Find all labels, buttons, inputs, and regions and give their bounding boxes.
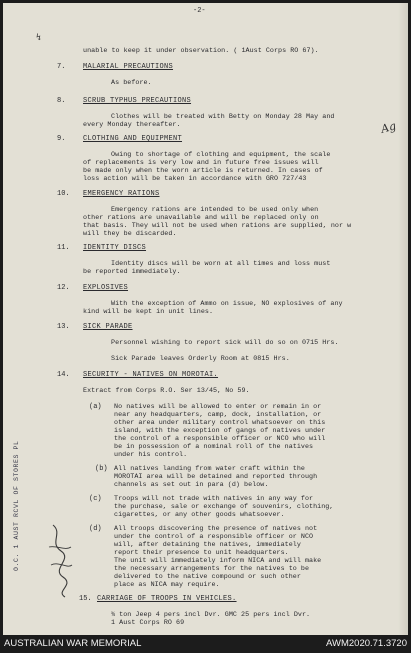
section-heading: MALARIAL PRECAUTIONS [83, 63, 174, 71]
sub-item-text: delivered to the native compound or such other [114, 573, 301, 581]
section-text: be made only when the worn article is returned. In cases of [83, 167, 323, 175]
sub-item-text: Troops will not trade with natives in any way for [114, 495, 314, 503]
sub-item-text: be in possession of a nominal roll of the natives [114, 443, 314, 451]
section-text: Clothes will be treated with Betty on Monday 28 May and [111, 113, 335, 121]
sub-item-text: other area under military control whatsoever on this [114, 419, 326, 427]
sub-item-text: near any headquarters, camp, dock, installation, or [114, 411, 322, 419]
sub-item-label: (a) [89, 403, 102, 411]
section-heading: SECURITY - NATIVES ON MOROTAI. [83, 371, 219, 379]
section-text: Emergency rations are intended to be used only when [111, 206, 319, 214]
section-text: every Monday thereafter. [83, 121, 181, 129]
section-number: 10. [57, 190, 70, 198]
section-number: 11. [57, 244, 70, 252]
section-number: 8. [57, 97, 66, 105]
sub-item-label: (d) [89, 525, 102, 533]
sub-item-label: (c) [89, 495, 102, 503]
sub-item-text: cigarettes, or any other goods whatsoever. [114, 511, 285, 519]
section-text: of replacements is very low and in future free issues will [83, 159, 319, 167]
sub-item-text: All natives landing from water craft within the [114, 465, 305, 473]
section-number: 14. [57, 371, 70, 379]
section-text: Extract from Corps R.O. Ser 13/45, No 59. [83, 387, 250, 395]
section-number: 12. [57, 284, 70, 292]
section-text: loss action will be taken in accordance with GRO 727/43 [83, 175, 307, 183]
sub-item-text: place as NICA may require. [114, 581, 220, 589]
section-number: 9. [57, 135, 66, 143]
sub-item-text: All troops discovering the presence of natives not [114, 525, 318, 533]
section-text: be reported immediately. [83, 268, 181, 276]
section-text: that basis. They will not be used when rations are supplied, nor w [83, 222, 352, 230]
section-text: Owing to shortage of clothing and equipment, the scale [111, 151, 331, 159]
sub-item-text: No natives will be allowed to enter or remain in or [114, 403, 322, 411]
margin-stamp: O.C. 1 AUST RCVL OF STORES PL [13, 440, 20, 571]
document-page [3, 3, 408, 635]
section-text: 1 Aust Corps RO 69 [111, 619, 185, 627]
section-heading: EXPLOSIVES [83, 284, 129, 292]
sub-item-text: report their presence to unit headquarters. [114, 549, 289, 557]
handwritten-initials: Ag [379, 119, 398, 136]
section-number: 15. [79, 595, 92, 603]
footer-credit: AUSTRALIAN WAR MEMORIAL [4, 638, 142, 649]
section-heading: CLOTHING AND EQUIPMENT [83, 135, 183, 143]
section-text: Personnel wishing to report sick will do so on 0715 Hrs. [111, 339, 339, 347]
page-number: -2- [193, 7, 206, 15]
section-text: will they be discarded. [83, 230, 177, 238]
section-heading: SCRUB TYPHUS PRECAUTIONS [83, 97, 192, 105]
sub-item-text: The unit will immediately inform NICA and will make [114, 557, 322, 565]
footer-bar [0, 635, 411, 653]
section-text: With the exception of Ammo on issue, NO explosives of any [111, 300, 343, 308]
section-heading: EMERGENCY RATIONS [83, 190, 160, 198]
sub-item-text: will, after detaining the natives, immediately [114, 541, 301, 549]
section-text: kind will be kept in unit lines. [83, 308, 214, 316]
sub-item-text: the control of a responsible officer or NCO who will [114, 435, 326, 443]
margin-mark: ↯ [35, 33, 43, 43]
sub-item-text: island, with the exception of gangs of natives under [114, 427, 326, 435]
sub-item-text: under his control. [114, 451, 188, 459]
handwritten-signature [45, 521, 75, 601]
section-number: 7. [57, 63, 66, 71]
section-text: ¾ ton Jeep 4 pers incl Dvr. GMC 25 pers incl Dvr. [111, 611, 311, 619]
section-text: As before. [111, 79, 152, 87]
section-heading: IDENTITY DISCS [83, 244, 147, 252]
section-number: 13. [57, 323, 70, 331]
footer-accession-number: AWM2020.71.3720 [326, 638, 407, 649]
section-text: Identity discs will be worn at all times and loss must [111, 260, 331, 268]
paper-shade [398, 3, 408, 635]
sub-item-text: the purchase, sale or exchange of souvenirs, clothing, [114, 503, 334, 511]
sub-item-label: (b) [95, 465, 108, 473]
section-heading: CARRIAGE OF TROOPS IN VEHICLES. [97, 595, 237, 603]
sub-item-text: MOROTAI area will be detained and reported through [114, 473, 318, 481]
section-heading: SICK PARADE [83, 323, 133, 331]
opening-line: unable to keep it under observation. ( 1Aust Corps RO 67). [83, 47, 319, 55]
sub-item-text: under the control of a responsible officer or NCO [114, 533, 314, 541]
section-text: Sick Parade leaves Orderly Room at 0815 Hrs. [111, 355, 290, 363]
section-text: other rations are unavailable and will be replaced only on [83, 214, 319, 222]
sub-item-text: the necessary arrangements for the natives to be [114, 565, 310, 573]
sub-item-text: channels as set out in para (d) below. [114, 481, 269, 489]
